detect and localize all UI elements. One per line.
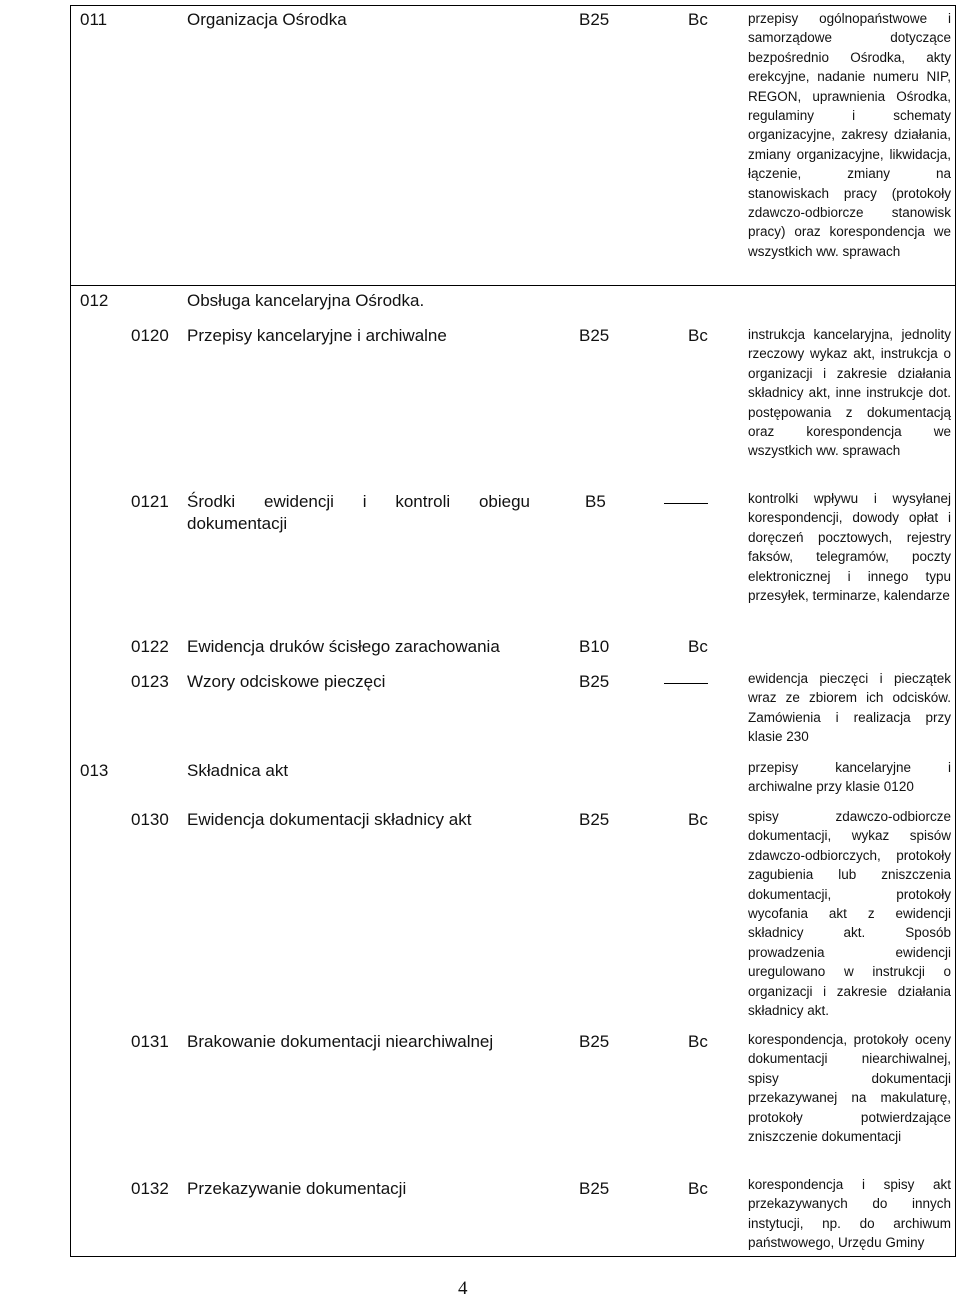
row-description: instrukcja kancelaryjna, jednolity rzeczowy wykaz akt, instrukcja o organizacji i zakresie działania składnicy akt, inne instrukcje dot. postępowania z dokumentacją oraz korespondencja we wszystkich ww. sprawach <box>748 327 951 459</box>
row-code: 0120 <box>131 326 169 345</box>
category-b: Bc <box>688 637 708 656</box>
row-code: 0121 <box>131 492 169 511</box>
category-b: Bc <box>688 10 708 29</box>
category-a: B25 <box>579 810 610 829</box>
row-code: 0132 <box>131 1179 169 1198</box>
row-description: przepisy kancelaryjne i archiwalne przy klasie 0120 <box>748 760 951 795</box>
row-title-line2: dokumentacji <box>187 514 288 533</box>
category-b: Bc <box>688 1179 708 1198</box>
page-number: 4 <box>458 1278 468 1299</box>
category-b-dash <box>664 683 708 684</box>
row-code: 0123 <box>131 672 169 691</box>
category-a: B10 <box>579 637 610 656</box>
category-b: Bc <box>688 326 708 345</box>
category-b: Bc <box>688 810 708 829</box>
category-a: B25 <box>579 1032 610 1051</box>
row-description: korespondencja, protokoły oceny dokumentacji niearchiwalnej, spisy dokumentacji przekazywanej na makulaturę, protokoły potwierdzające zniszczenie dokumentacji <box>748 1032 951 1145</box>
row-divider <box>70 285 956 286</box>
category-b: Bc <box>688 1032 708 1051</box>
row-code: 0131 <box>131 1032 169 1051</box>
row-code: 0130 <box>131 810 169 829</box>
row-code: 0122 <box>131 637 169 656</box>
row-code: 011 <box>80 10 108 29</box>
row-description: kontrolki wpływu i wysyłanej korespondencji, dowody opłat i doręczeń pocztowych, rejestry faksów, telegramów, poczty elektronicznej i innego typu przesyłek, terminarze, kalendarze <box>748 491 951 604</box>
row-title-line1: Środki ewidencji i kontroli obiegu <box>187 492 530 511</box>
category-a: B25 <box>579 326 610 345</box>
row-code: 012 <box>80 291 109 310</box>
row-description: ewidencja pieczęci i pieczątek wraz ze zbiorem ich odcisków. Zamówienia i realizacja przy klasie 230 <box>748 671 951 745</box>
category-a: B25 <box>579 672 610 691</box>
row-title: Ewidencja dokumentacji składnicy akt <box>187 810 472 829</box>
category-a: B25 <box>579 10 610 29</box>
row-title: Obsługa kancelaryjna Ośrodka. <box>187 291 425 310</box>
row-description: korespondencja i spisy akt przekazywanych do innych instytucji, np. do archiwum państwowego, Urzędu Gminy <box>748 1177 951 1251</box>
row-title: Przepisy kancelaryjne i archiwalne <box>187 326 447 345</box>
row-title: Ewidencja druków ścisłego zarachowania <box>187 637 500 656</box>
row-title: Wzory odciskowe pieczęci <box>187 672 386 691</box>
row-description: przepisy ogólnopaństwowe i samorządowe dotyczące bezpośrednio Ośrodka, akty erekcyjne, nadanie numeru NIP, REGON, uprawnienia Ośrodka, regulaminy i schematy organizacyjne, zakresy działania, zmiany organizacyjne, likwidacja, łączenie, zmiany na stanowiskach pracy (protokoły zdawczo-odbiorcze stanowisk pracy) oraz korespondencja we wszystkich ww. sprawach <box>748 11 951 259</box>
row-title: Przekazywanie dokumentacji <box>187 1179 407 1198</box>
row-description: spisy zdawczo-odbiorcze dokumentacji, wykaz spisów zdawczo-odbiorczych, protokoły zagubienia lub zniszczenia dokumentacji, protokoły wycofania akt z ewidencji składnicy akt. Sposób prowadzenia ewidencji uregulowano w instrukcji o organizacji i zakresie działania składnicy akt. <box>748 809 951 1019</box>
row-code: 013 <box>80 761 109 780</box>
category-a: B25 <box>579 1179 610 1198</box>
row-title: Składnica akt <box>187 761 289 780</box>
row-title: Organizacja Ośrodka <box>187 10 347 29</box>
row-title: Brakowanie dokumentacji niearchiwalnej <box>187 1032 494 1051</box>
category-b-dash <box>664 503 708 504</box>
category-a: B5 <box>585 492 606 511</box>
